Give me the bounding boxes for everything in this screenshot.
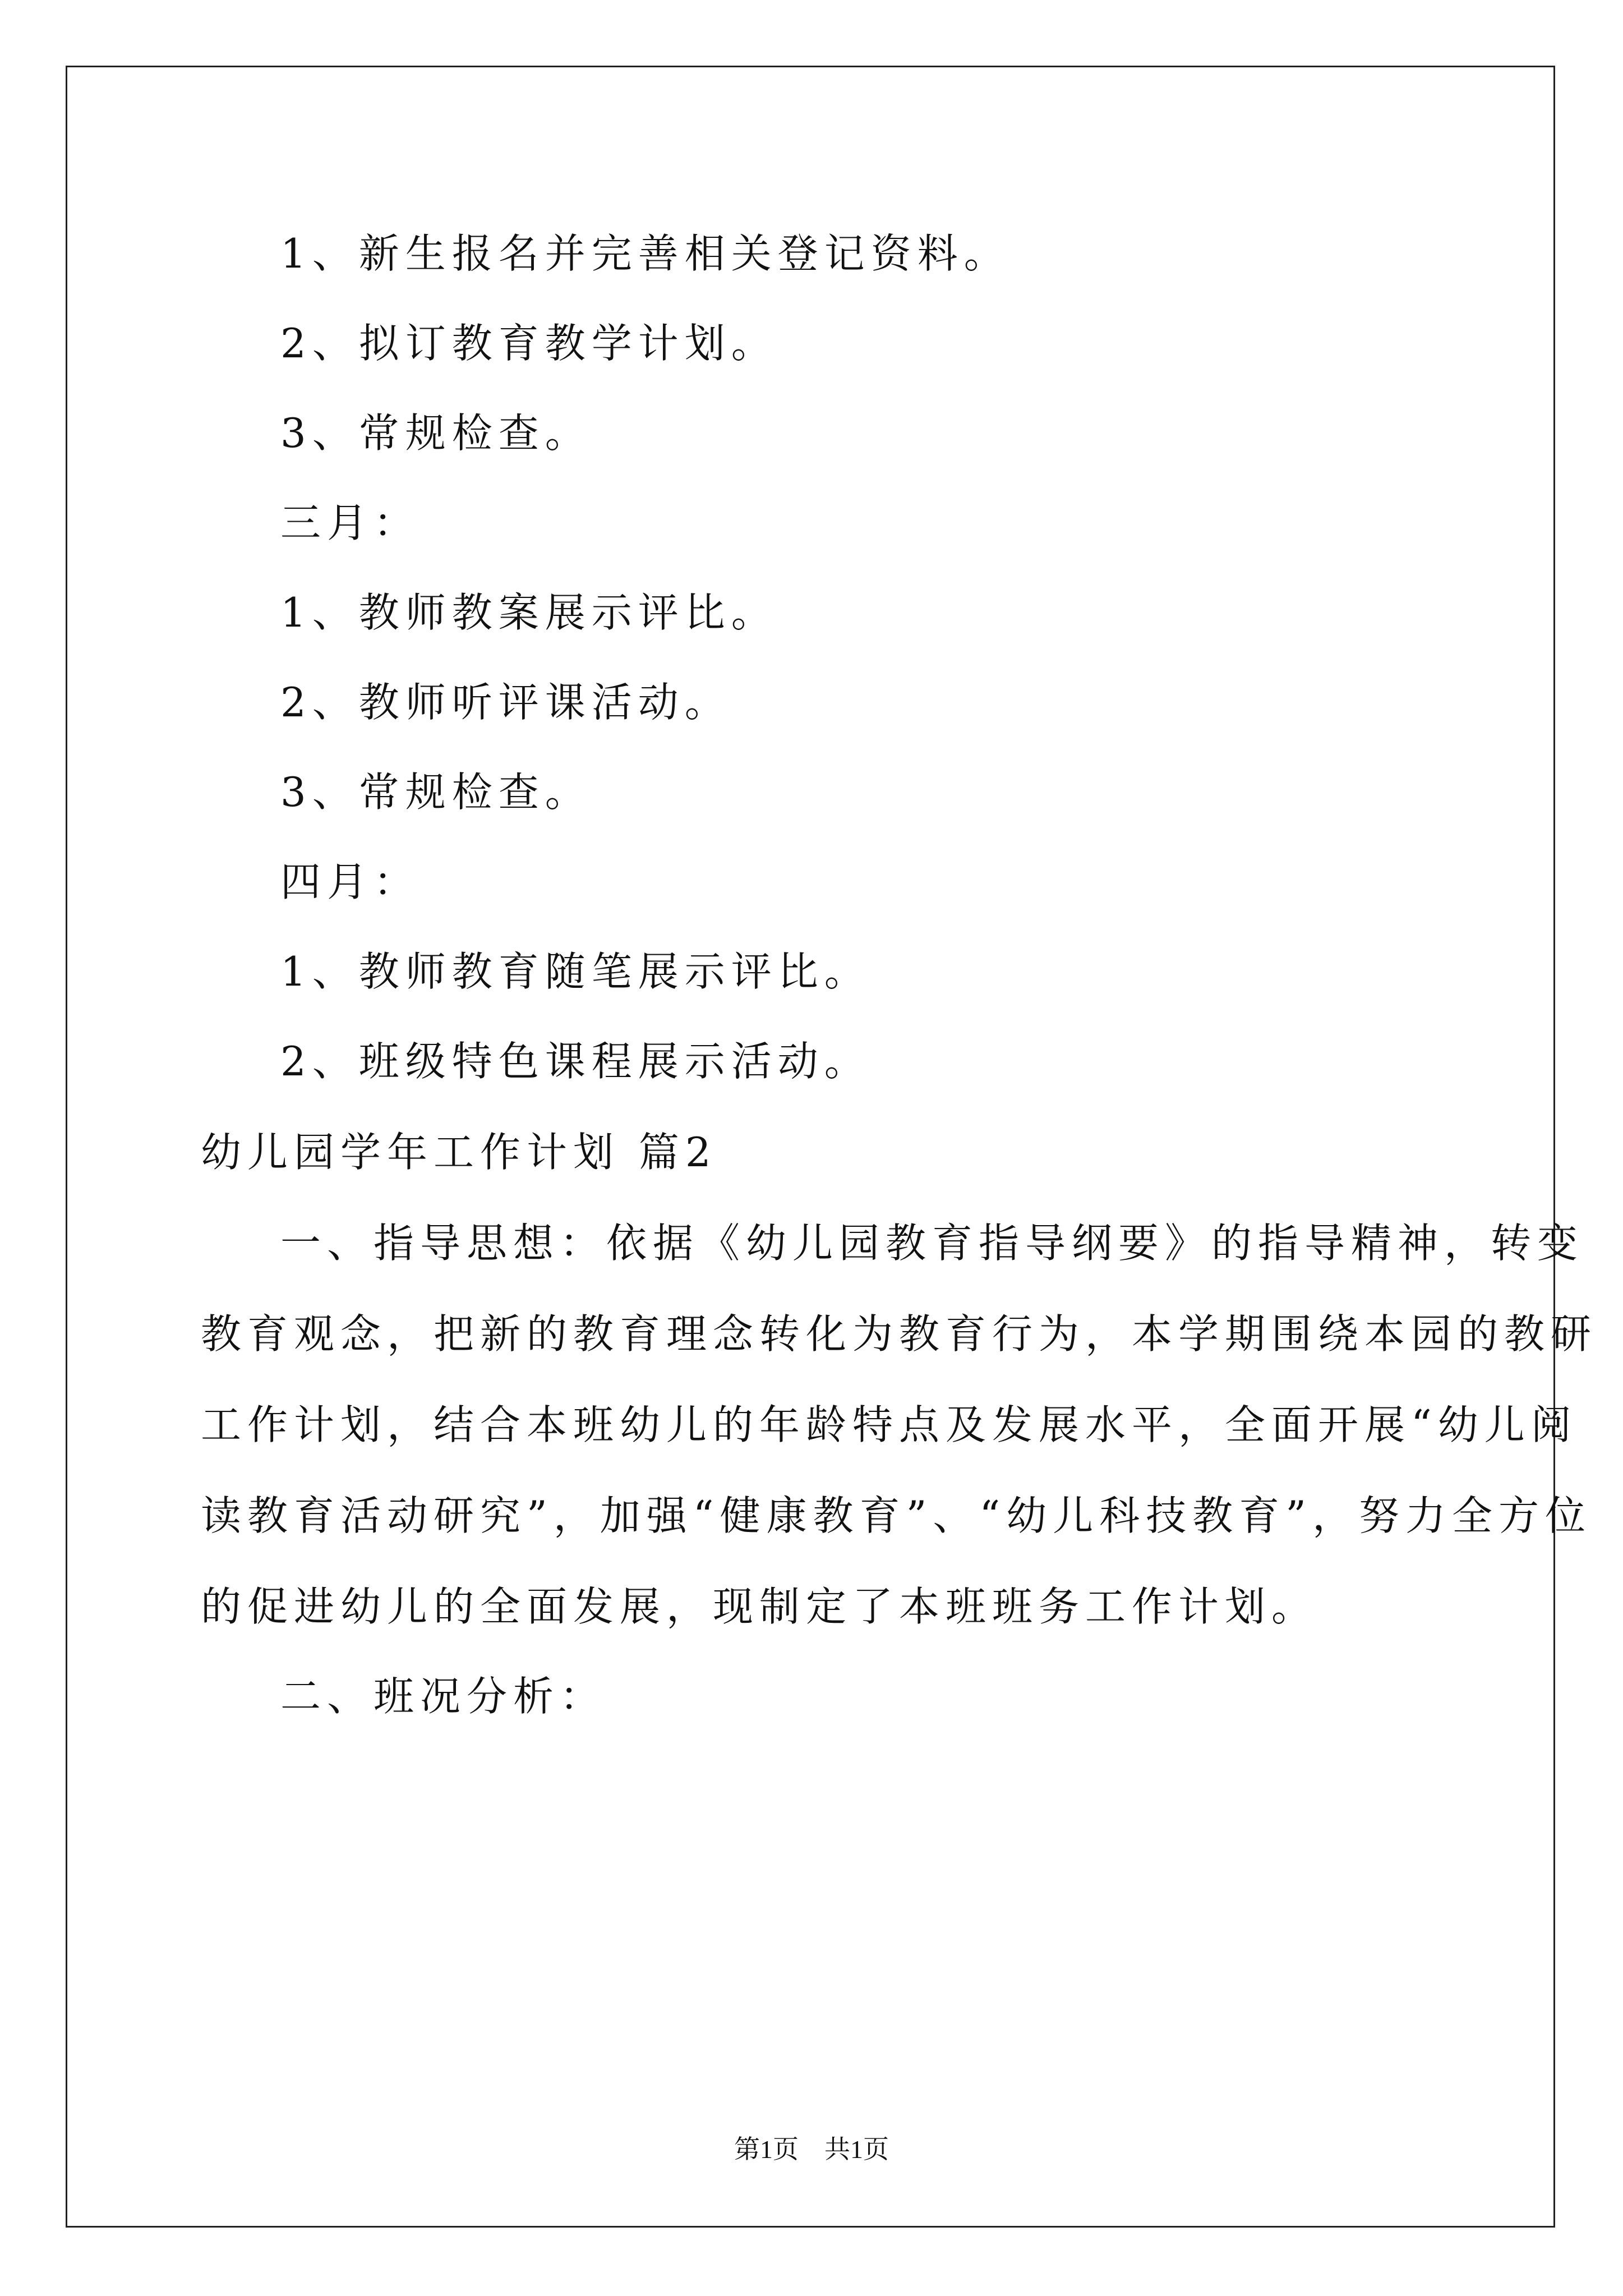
section-title: 幼儿园学年工作计划 篇2 bbox=[201, 1129, 717, 1176]
list-item: 2、教师听评课活动。 bbox=[280, 679, 731, 726]
list-item: 1、教师教育随笔展示评比。 bbox=[280, 948, 871, 995]
paragraph-line: 的促进幼儿的全面发展，现制定了本班班务工作计划。 bbox=[201, 1583, 1318, 1630]
paragraph-line: 一、指导思想：依据《幼儿园教育指导纲要》的指导精神，转变 bbox=[280, 1220, 1584, 1267]
section-heading-march: 三月： bbox=[280, 499, 421, 546]
list-item: 2、拟订教育教学计划。 bbox=[280, 320, 778, 367]
list-item: 2、班级特色课程展示活动。 bbox=[280, 1038, 871, 1085]
paragraph-line: 读教育活动研究”，加强“健康教育”、“幼儿科技教育”，努力全方位 bbox=[201, 1492, 1592, 1539]
section-heading-april: 四月： bbox=[280, 858, 421, 905]
section-heading: 二、班况分析： bbox=[280, 1673, 607, 1720]
paragraph-line: 教育观念，把新的教育理念转化为教育行为，本学期围绕本园的教研 bbox=[201, 1310, 1598, 1358]
list-item: 1、新生报名并完善相关登记资料。 bbox=[280, 230, 1011, 277]
page-number-footer: 第1页 共1页 bbox=[734, 2135, 889, 2164]
list-item: 1、教师教案展示评比。 bbox=[280, 589, 778, 636]
list-item: 3、常规检查。 bbox=[280, 409, 592, 457]
paragraph-line: 工作计划，结合本班幼儿的年龄特点及发展水平，全面开展“幼儿阅 bbox=[201, 1401, 1578, 1448]
list-item: 3、常规检查。 bbox=[280, 769, 592, 816]
